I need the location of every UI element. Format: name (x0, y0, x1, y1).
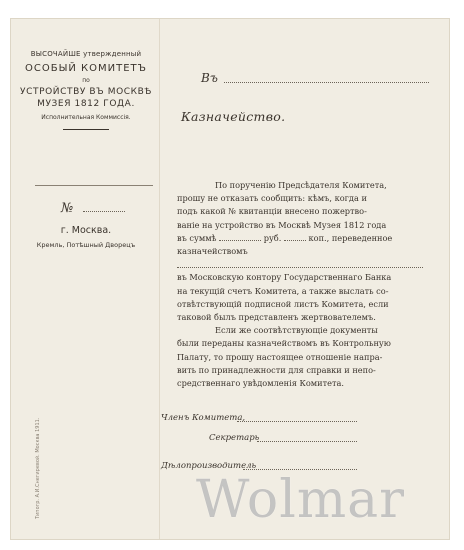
left-divider (35, 185, 153, 186)
treasury-blank (177, 267, 423, 268)
recipient-prefix: Въ (201, 71, 218, 85)
body-line: казначействомъ (177, 246, 248, 257)
letterhead (19, 49, 153, 130)
rubles-blank (219, 240, 261, 241)
letterhead-line-6: Исполнительная Коммиссія. (41, 114, 131, 121)
number-field (61, 197, 141, 216)
sum-label: въ суммѣ (177, 232, 217, 243)
body-line: ваніе на устройство въ Москвѣ Музея 1812 года (177, 219, 387, 230)
body-line: По порученію Предсѣдателя Комитета, (215, 180, 387, 190)
letterhead-line-4: УСТРОЙСТВУ ВЪ МОСКВѢ (20, 87, 152, 97)
document-sheet (10, 18, 450, 540)
body-line: были переданы казначействомъ въ Контрольную (177, 338, 391, 349)
sender-location (21, 224, 151, 250)
recipient-blank-line (224, 82, 429, 83)
addressee: Казначейство. (181, 109, 286, 124)
letterhead-line-1: ВЫСОЧАЙШЕ утвержденный (30, 50, 142, 58)
city-name: г. Москва. (60, 225, 112, 236)
secretary-signature-label: Секретарь (209, 433, 260, 443)
treasury-blank-row (177, 258, 423, 271)
body-line: таковой былъ представленъ жертвователемъ. (177, 312, 376, 323)
letter-body (177, 179, 423, 390)
body-line: средственнаго увѣдомленія Комитета. (177, 378, 344, 389)
recipient-line (179, 71, 441, 87)
body-line: подъ какой № квитанціи внесено пожертво- (177, 206, 367, 217)
member-signature-label: Членъ Комитета, (161, 413, 246, 423)
fold-line (159, 19, 160, 539)
letterhead-rule (63, 129, 109, 130)
body-line: вить по принадлежности для справки и непо- (177, 364, 376, 375)
rubles-label: руб. (263, 232, 282, 243)
clerk-signature-label: Дѣлопроизводитель (161, 461, 257, 471)
letterhead-line-2: ОСОБЫЙ КОМИТЕТЪ (24, 63, 147, 74)
sender-address: Кремль, Потѣшный Дворецъ (36, 241, 136, 249)
body-line: отвѣтствующій подписной листъ Комитета, если (177, 298, 389, 309)
kopecks-blank (284, 240, 306, 241)
body-line: прошу не отказать сообщить: кѣмъ, когда и (177, 193, 367, 204)
body-line (177, 232, 423, 245)
body-line: на текущій счетъ Комитета, а также выслать со- (177, 285, 389, 296)
letterhead-line-5: МУЗЕЯ 1812 ГОДА. (37, 99, 135, 109)
body-line: Палату, то прошу настоящее отношеніе напра- (177, 351, 383, 362)
watermark: Wolmar (196, 470, 406, 530)
kopecks-label: коп., переведенное (308, 232, 393, 243)
body-line: Если же соотвѣтствующіе документы (215, 325, 378, 336)
member-signature-line (237, 421, 357, 422)
letterhead-line-3: по (82, 77, 90, 84)
printer-imprint: Типогр. А.И.Снегиревой. Москва 1911. (35, 417, 41, 519)
secretary-signature-line (257, 441, 357, 442)
number-blank-line (83, 211, 125, 212)
body-line: въ Московскую контору Государственнаго Банка (177, 272, 392, 283)
number-label: № (61, 201, 74, 216)
